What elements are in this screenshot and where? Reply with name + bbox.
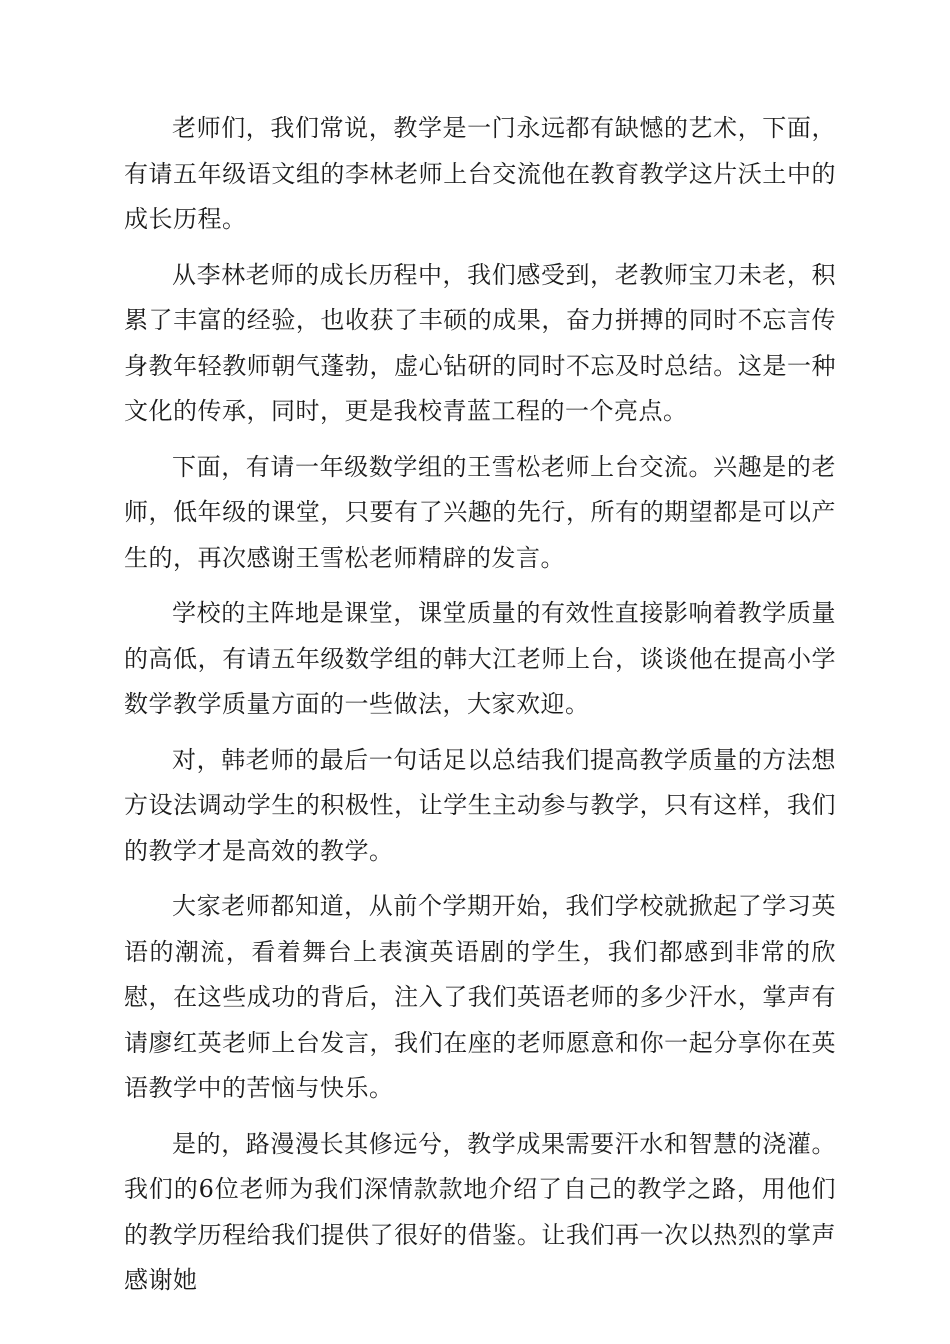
paragraph-5: 对，韩老师的最后一句话足以总结我们提高教学质量的方法想方设法调动学生的积极性，让学生主动参与教学，只有这样，我们的教学才是高效的教学。 — [124, 745, 836, 865]
paragraph-1: 老师们，我们常说，教学是一门永远都有缺憾的艺术，下面，有请五年级语文组的李林老师上台交流他在教育教学这片沃土中的成长历程。 — [124, 114, 836, 233]
paragraph-6: 大家老师都知道，从前个学期开始，我们学校就掀起了学习英语的潮流，看着舞台上表演英语剧的学生，我们都感到非常的欣慰，在这些成功的背后，注入了我们英语老师的多少汗水，掌声有请廖红英老师上台发言，我们在座的老师愿意和你一起分享你在英语教学中的苦恼与快乐。 — [124, 892, 836, 1102]
document-body — [124, 106, 836, 1314]
paragraph-7: 是的，路漫漫长其修远兮，教学成果需要汗水和智慧的浇灌。我们的6位老师为我们深情款款地介绍了自己的教学之路，用他们的教学历程给我们提供了很好的借鉴。让我们再一次以热烈的掌声感谢她 — [124, 1129, 836, 1294]
paragraph-4: 学校的主阵地是课堂，课堂质量的有效性直接影响着教学质量的高低，有请五年级数学组的韩大江老师上台，谈谈他在提高小学数学教学质量方面的一些做法，大家欢迎。 — [124, 599, 836, 718]
paragraph-2: 从李林老师的成长历程中，我们感受到，老教师宝刀未老，积累了丰富的经验，也收获了丰硕的成果，奋力拼搏的同时不忘言传身教年轻教师朝气蓬勃，虚心钻研的同时不忘及时总结。这是一种文化的传承，同时，更是我校青蓝工程的一个亮点。 — [124, 260, 836, 425]
paragraph-3: 下面，有请一年级数学组的王雪松老师上台交流。兴趣是的老师，低年级的课堂，只要有了兴趣的先行，所有的期望都是可以产生的，再次感谢王雪松老师精辟的发言。 — [124, 452, 836, 572]
